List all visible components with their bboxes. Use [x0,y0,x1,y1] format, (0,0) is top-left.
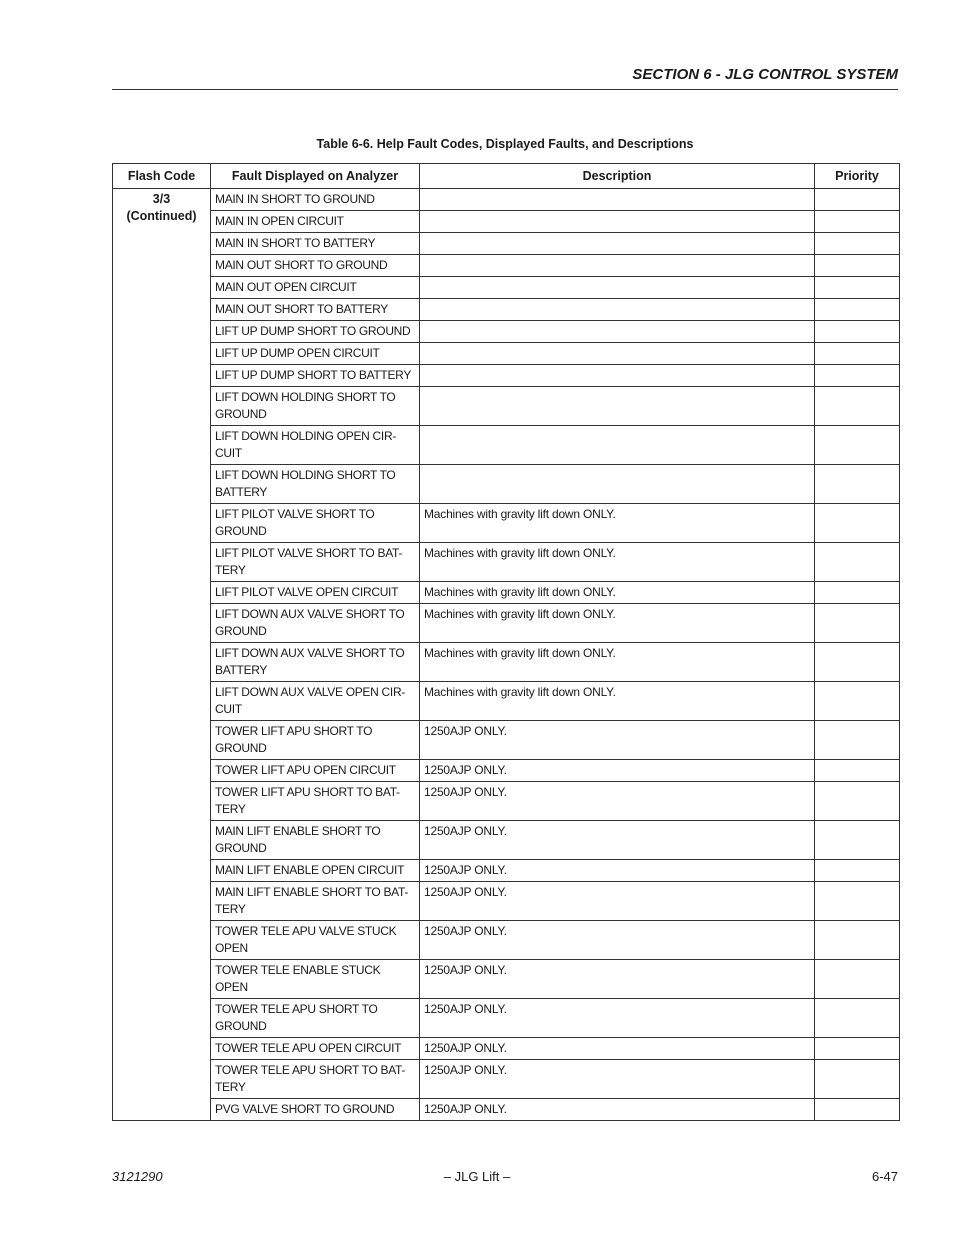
description-cell: 1250AJP ONLY. [420,1038,815,1060]
description-cell: 1250AJP ONLY. [420,1099,815,1121]
priority-cell [815,543,900,582]
priority-cell [815,921,900,960]
priority-cell [815,255,900,277]
fault-cell: TOWER LIFT APU OPEN CIRCUIT [211,760,420,782]
fault-cell: LIFT DOWN AUX VALVE OPEN CIR-CUIT [211,682,420,721]
priority-cell [815,860,900,882]
priority-cell [815,189,900,211]
fault-cell: MAIN OUT SHORT TO GROUND [211,255,420,277]
fault-cell: MAIN IN SHORT TO BATTERY [211,233,420,255]
table-row [113,211,900,233]
description-cell: 1250AJP ONLY. [420,1060,815,1099]
description-cell: 1250AJP ONLY. [420,860,815,882]
table-row [113,504,900,543]
fault-cell: LIFT PILOT VALVE SHORT TO BAT-TERY [211,543,420,582]
priority-cell [815,1038,900,1060]
fault-cell: LIFT PILOT VALVE OPEN CIRCUIT [211,582,420,604]
table-row [113,682,900,721]
description-cell: Machines with gravity lift down ONLY. [420,543,815,582]
flash-code: 3/3 [152,192,171,206]
table-row [113,321,900,343]
description-cell [420,321,815,343]
fault-cell: LIFT DOWN AUX VALVE SHORT TO GROUND [211,604,420,643]
priority-cell [815,1060,900,1099]
fault-cell: MAIN OUT SHORT TO BATTERY [211,299,420,321]
table-row [113,299,900,321]
description-cell: Machines with gravity lift down ONLY. [420,682,815,721]
fault-cell: LIFT UP DUMP SHORT TO GROUND [211,321,420,343]
description-cell [420,299,815,321]
table-row [113,1099,900,1121]
fault-cell: LIFT DOWN HOLDING SHORT TO BATTERY [211,465,420,504]
fault-cell: MAIN LIFT ENABLE OPEN CIRCUIT [211,860,420,882]
description-cell [420,426,815,465]
flash-code-cell [113,189,211,1121]
table-row [113,882,900,921]
priority-cell [815,960,900,999]
description-cell: 1250AJP ONLY. [420,882,815,921]
fault-cell: TOWER TELE APU SHORT TO BAT-TERY [211,1060,420,1099]
section-title: SECTION 6 - JLG CONTROL SYSTEM [632,66,898,83]
fault-codes-table [112,163,900,1121]
description-cell: 1250AJP ONLY. [420,721,815,760]
description-cell: Machines with gravity lift down ONLY. [420,504,815,543]
table-row [113,1060,900,1099]
fault-cell: MAIN LIFT ENABLE SHORT TO GROUND [211,821,420,860]
description-cell [420,189,815,211]
table-row [113,582,900,604]
priority-cell [815,682,900,721]
fault-cell: TOWER LIFT APU SHORT TO GROUND [211,721,420,760]
table-row [113,921,900,960]
header-divider [112,89,898,90]
priority-cell [815,465,900,504]
fault-cell: LIFT DOWN AUX VALVE SHORT TO BATTERY [211,643,420,682]
table-row [113,721,900,760]
description-cell: 1250AJP ONLY. [420,782,815,821]
description-cell [420,211,815,233]
description-cell [420,465,815,504]
priority-cell [815,782,900,821]
priority-cell [815,321,900,343]
table-row [113,604,900,643]
table-row [113,960,900,999]
description-cell: 1250AJP ONLY. [420,821,815,860]
fault-cell: LIFT DOWN HOLDING SHORT TO GROUND [211,387,420,426]
column-header-priority: Priority [815,164,900,189]
document-number: 3121290 [112,1169,163,1184]
table-row [113,543,900,582]
page-number: 6-47 [871,1169,898,1184]
description-cell: Machines with gravity lift down ONLY. [420,643,815,682]
description-cell: 1250AJP ONLY. [420,960,815,999]
table-row [113,365,900,387]
description-cell [420,365,815,387]
footer-brand: – JLG Lift – [443,1169,511,1184]
table-header-row [113,164,900,189]
priority-cell [815,233,900,255]
description-cell [420,343,815,365]
priority-cell [815,821,900,860]
table-row [113,760,900,782]
table-row [113,643,900,682]
fault-cell: MAIN OUT OPEN CIRCUIT [211,277,420,299]
table-caption: Table 6-6. Help Fault Codes, Displayed Faults, and Descriptions [316,137,694,151]
priority-cell [815,504,900,543]
priority-cell [815,1099,900,1121]
table-row [113,782,900,821]
description-cell: 1250AJP ONLY. [420,760,815,782]
fault-cell: TOWER TELE APU VALVE STUCK OPEN [211,921,420,960]
table-row [113,860,900,882]
priority-cell [815,426,900,465]
table-row [113,255,900,277]
fault-cell: MAIN IN SHORT TO GROUND [211,189,420,211]
table-row [113,233,900,255]
table-row [113,465,900,504]
column-header-fault: Fault Displayed on Analyzer [211,164,420,189]
priority-cell [815,299,900,321]
column-header-flash-code: Flash Code [113,164,211,189]
priority-cell [815,760,900,782]
description-cell: Machines with gravity lift down ONLY. [420,582,815,604]
fault-cell: TOWER TELE ENABLE STUCK OPEN [211,960,420,999]
fault-cell: LIFT UP DUMP SHORT TO BATTERY [211,365,420,387]
priority-cell [815,582,900,604]
priority-cell [815,604,900,643]
priority-cell [815,999,900,1038]
description-cell: Machines with gravity lift down ONLY. [420,604,815,643]
priority-cell [815,882,900,921]
priority-cell [815,643,900,682]
table-row [113,1038,900,1060]
fault-cell: MAIN LIFT ENABLE SHORT TO BAT-TERY [211,882,420,921]
priority-cell [815,365,900,387]
table-row [113,821,900,860]
flash-code-note: (Continued) [126,209,197,223]
description-cell [420,277,815,299]
priority-cell [815,277,900,299]
priority-cell [815,343,900,365]
fault-cell: PVG VALVE SHORT TO GROUND [211,1099,420,1121]
fault-cell: TOWER LIFT APU SHORT TO BAT-TERY [211,782,420,821]
fault-cell: TOWER TELE APU SHORT TO GROUND [211,999,420,1038]
fault-cell: MAIN IN OPEN CIRCUIT [211,211,420,233]
description-cell: 1250AJP ONLY. [420,999,815,1038]
table-row [113,999,900,1038]
description-cell: 1250AJP ONLY. [420,921,815,960]
column-header-description: Description [420,164,815,189]
fault-cell: LIFT UP DUMP OPEN CIRCUIT [211,343,420,365]
fault-cell: TOWER TELE APU OPEN CIRCUIT [211,1038,420,1060]
description-cell [420,255,815,277]
table-row [113,343,900,365]
table-row [113,387,900,426]
fault-cell: LIFT DOWN HOLDING OPEN CIR-CUIT [211,426,420,465]
priority-cell [815,211,900,233]
fault-cell: LIFT PILOT VALVE SHORT TO GROUND [211,504,420,543]
table-row [113,426,900,465]
table-row [113,277,900,299]
description-cell [420,387,815,426]
table-row [113,189,900,211]
description-cell [420,233,815,255]
priority-cell [815,721,900,760]
priority-cell [815,387,900,426]
